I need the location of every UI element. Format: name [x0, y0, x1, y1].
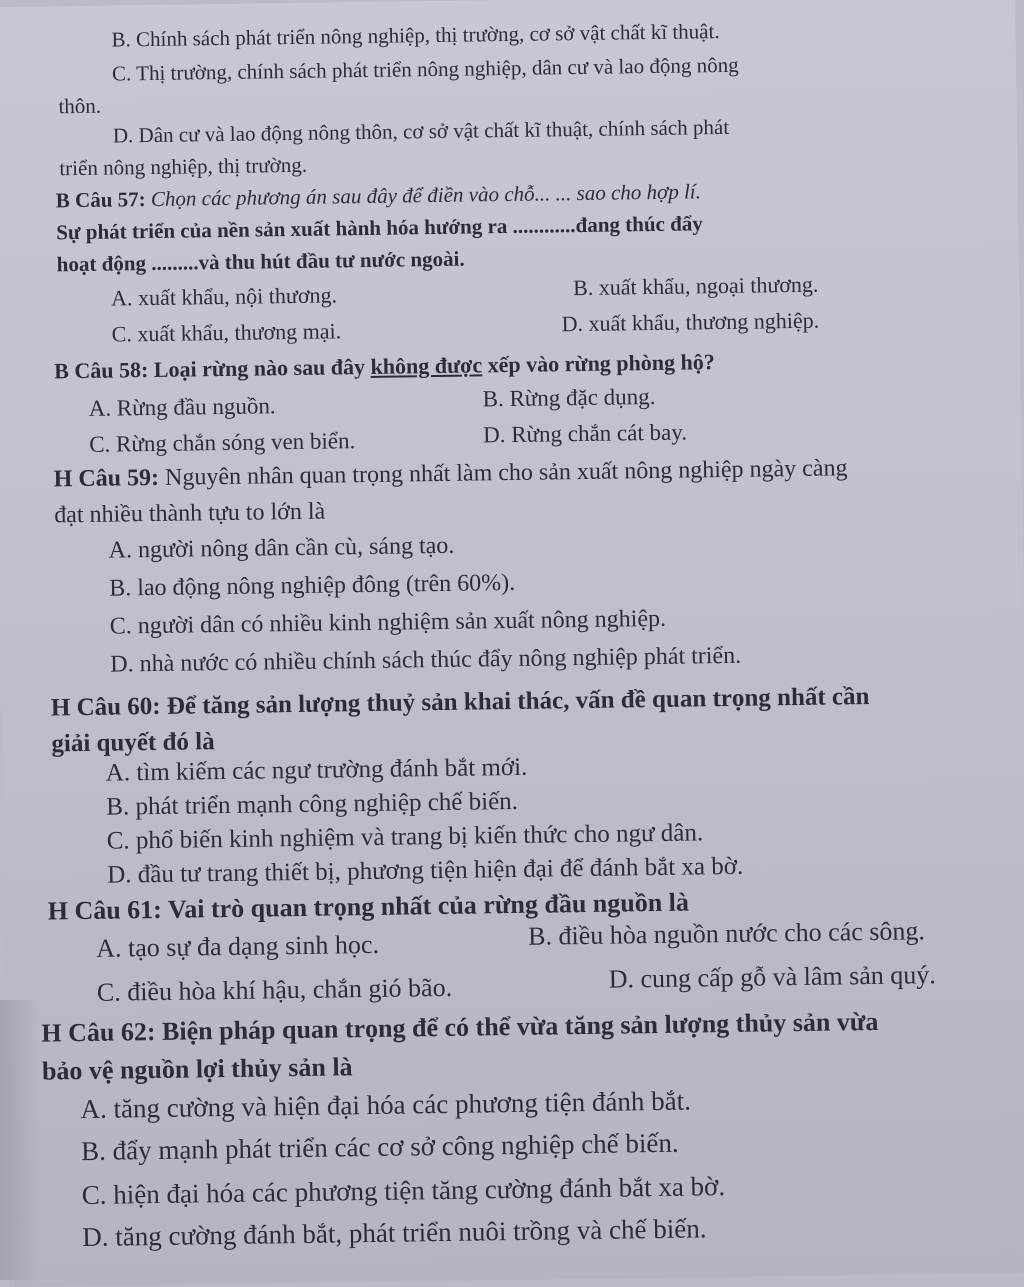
q62-stem-line2: bảo vệ nguồn lợi thủy sản là	[41, 1052, 353, 1086]
q59-stem-line2: đạt nhiều thành tựu to lớn là	[54, 498, 326, 529]
q60-stem-line1	[51, 683, 870, 722]
page-edge-shadow	[0, 1000, 40, 1280]
q61-option-b: B. điều hòa nguồn nước cho các sông.	[527, 916, 926, 951]
q58-label: B Câu 58:	[54, 357, 149, 384]
q58-stem-post: xếp vào rừng phòng hộ?	[487, 349, 715, 378]
q62-option-d: D. tăng cường đánh bắt, phát triển nuôi trồng và chế biến.	[82, 1213, 707, 1253]
q58-stem-underlined: không được	[370, 352, 483, 379]
q56-option-d-line2: triển nông nghiệp, thị trường.	[59, 152, 308, 181]
q58-option-d: D. Rừng chắn cát bay.	[482, 419, 688, 448]
q60-label: H Câu 60:	[50, 692, 161, 722]
q59-option-a: A. người nông dân cần cù, sáng tạo.	[108, 532, 455, 564]
q61-option-d: D. cung cấp gỗ và lâm sản quý.	[608, 960, 937, 994]
q61-option-a: A. tạo sự đa dạng sinh học.	[96, 929, 380, 963]
q62-option-c: C. hiện đại hóa các phương tiện tăng cường đánh bắt xa bờ.	[81, 1171, 726, 1211]
q57-stem-line1: Sự phát triển của nền sản xuất hành hóa hướng ra ............đang thúc đẩy	[56, 211, 703, 245]
q56-option-c-line2: thôn.	[58, 93, 102, 119]
q62-option-b: B. đẩy mạnh phát triển các cơ sở công nghiệp chế biến.	[80, 1127, 679, 1167]
q57-option-d: D. xuất khẩu, thương nghiệp.	[561, 307, 820, 337]
q57-stem-line2: hoạt động .........và thu hút đầu tư nước ngoài.	[56, 246, 465, 277]
q56-option-b: B. Chính sách phát triển nông nghiệp, thị trường, cơ sở vật chất kĩ thuật.	[111, 19, 720, 52]
q57-label: B Câu 57:	[55, 187, 146, 213]
q62-label: H Câu 62:	[41, 1017, 156, 1048]
q62-stem-text: Biện pháp quan trọng để có thể vừa tăng sản lượng thủy sản vừa	[161, 1006, 879, 1046]
q59-option-c: C. người dân có nhiều kinh nghiệm sản xuất nông nghiệp.	[109, 605, 667, 640]
q60-option-c: C. phổ biến kinh nghiệm và trang bị kiến thức cho ngư dân.	[106, 819, 704, 855]
q58-stem-pre: Loại rừng nào sau đây	[153, 354, 366, 382]
q57-header	[56, 179, 701, 213]
q62-stem-line1	[41, 1007, 878, 1049]
q59-label: H Câu 59:	[53, 464, 160, 493]
q57-option-a: A. xuất khẩu, nội thương.	[111, 282, 338, 311]
q58-option-a: A. Rừng đầu nguồn.	[88, 393, 276, 421]
q57-prompt: Chọn các phương án sau đây để điền vào chỗ... ... sao cho hợp lí.	[150, 179, 702, 211]
q59-option-b: B. lao động nông nghiệp đông (trên 60%).	[109, 569, 516, 602]
q61-stem-text: Vai trò quan trọng nhất của rừng đầu nguồn là	[167, 887, 690, 924]
q62-option-a: A. tăng cường và hiện đại hóa các phương tiện đánh bắt.	[80, 1085, 692, 1125]
q58-option-b: B. Rừng đặc dụng.	[482, 383, 656, 412]
q58-stem	[54, 349, 715, 384]
q56-option-d-line1: D. Dân cư và lao động nông thôn, cơ sở vật chất kĩ thuật, chính sách phát	[112, 114, 730, 148]
q60-stem-line2: giải quyết đó là	[51, 728, 215, 758]
q58-option-c: C. Rừng chắn sóng ven biển.	[89, 428, 356, 457]
q60-stem-text: Để tăng sản lượng thuỷ sản khai thác, vấn đề quan trọng nhất cần	[166, 683, 870, 720]
q60-option-d: D. đầu tư trang thiết bị, phương tiện hiện đại để đánh bắt xa bờ.	[107, 852, 744, 889]
q57-option-c: C. xuất khẩu, thương mại.	[111, 318, 342, 347]
q60-option-a: A. tìm kiếm các ngư trường đánh bắt mới.	[105, 753, 528, 787]
q57-option-b: B. xuất khẩu, ngoại thương.	[572, 271, 819, 301]
q59-option-d: D. nhà nước có nhiều chính sách thúc đẩy nông nghiệp phát triển.	[110, 642, 742, 678]
q61-label: H Câu 61:	[47, 894, 163, 926]
q59-stem-text: Nguyên nhân quan trọng nhất làm cho sản xuất nông nghiệp ngày càng	[164, 455, 848, 491]
q56-option-c-line1: C. Thị trường, chính sách phát triển nông nghiệp, dân cư và lao động nông	[111, 52, 739, 86]
q59-stem-line1	[54, 455, 848, 493]
q60-option-b: B. phát triển mạnh công nghiệp chế biến.	[106, 787, 519, 821]
q61-option-c: C. điều hòa khí hậu, chắn gió bão.	[96, 972, 453, 1007]
